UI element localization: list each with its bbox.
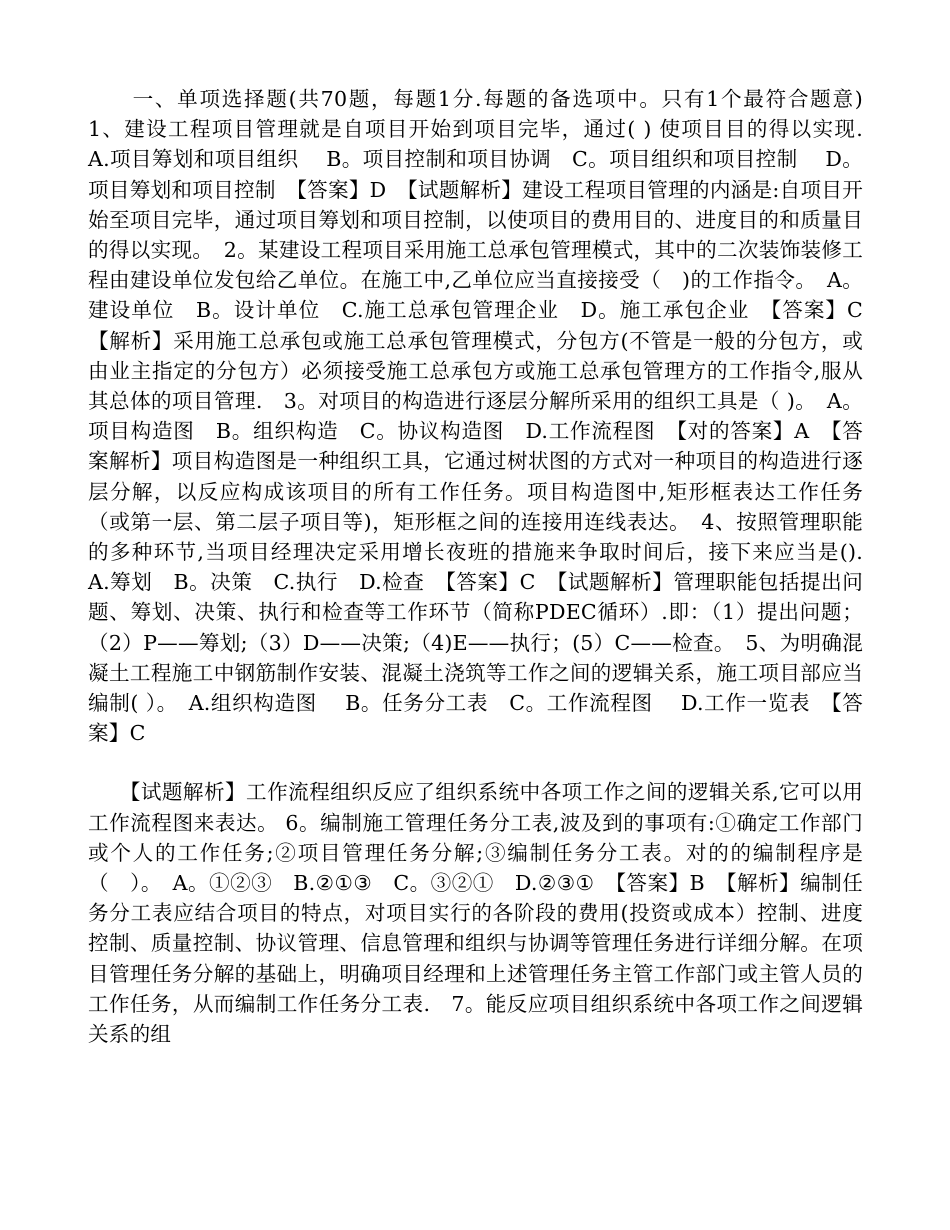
paragraph-questions-1-5: 一、单项选择题(共70题，每题1分.每题的备选项中。只有1个最符合题意) 1、建设工程项目管理就是自项目开始到项目完毕，通过( ) 使项目目的得以实现. A.项目筹划和项目组织 B。项目控制和项目协调 C。项目组织和项目控制 D。项目筹划和项目控制 【答案】D 【试题解析】建设工程项目管理的内涵是:自项目开始至项目完毕，通过项目筹划和项目控制，以使项目的费用目的、进度目的和质量目的得以实现。 2。某建设工程项目采用施工总承包管理模式，其中的二次装饰装修工程由建设单位发包给乙单位。在施工中,乙单位应当直接接受（ )的工作指令。 A。建设单位 B。设计单位 C.施工总承包管理企业 D。施工承包企业 【答案】C 【解析】采用施工总承包或施工总承包管理模式，分包方(不管是一般的分包方，或由业主指定的分包方）必须接受施工总承包方或施工总承包管理方的工作指令,服从其总体的项目管理. 3。对项目的构造进行逐层分解所采用的组织工具是（ )。 A。项目构造图 B。组织构造 C。协议构造图 D.工作流程图 【对的答案】A 【答案解析】项目构造图是一种组织工具，它通过树状图的方式对一种项目的构造进行逐层分解，以反应构成该项目的所有工作任务。项目构造图中,矩形框表达工作任务（或第一层、第二层子项目等)，矩形框之间的连接用连线表达。 4、按照管理职能的多种环节,当项目经理决定采用增长夜班的措施来争取时间后，接下来应当是(). A.筹划 B。决策 C.执行 D.检查 【答案】C 【试题解析】管理职能包括提出问题、筹划、决策、执行和检查等工作环节（简称PDEC循环）.即：（1）提出问题；（2）P——筹划;（3）D——决策;（4)E——执行；(5）C——检查。 5、为明确混凝土工程施工中钢筋制作安装、混凝土浇筑等工作之间的逻辑关系，施工项目部应当编制( ）。 A.组织构造图 B。任务分工表 C。工作流程图 D.工作一览表 【答案】C (88, 87, 884, 746)
document-page (88, 84, 884, 1049)
paragraph-questions-5-7: 【试题解析】工作流程组织反应了组织系统中各项工作之间的逻辑关系,它可以用工作流程图来表达。 6。编制施工管理任务分工表,波及到的事项有:①确定工作部门或个人的工作任务;②项目管理任务分解;③编制任务分工表。对的的编制程序是（ ）。 A。①②③ B.②①③ C。③②① D.②③① 【答案】B 【解析】编制任务分工表应结合项目的特点，对项目实行的各阶段的费用(投资或成本）控制、进度控制、质量控制、协议管理、信息管理和组织与协调等管理任务进行详细分解。在项目管理任务分解的基础上，明确项目经理和上述管理任务主管工作部门或主管人员的工作任务，从而编制工作任务分工表. 7。能反应项目组织系统中各项工作之间逻辑关系的组 (88, 780, 863, 1047)
